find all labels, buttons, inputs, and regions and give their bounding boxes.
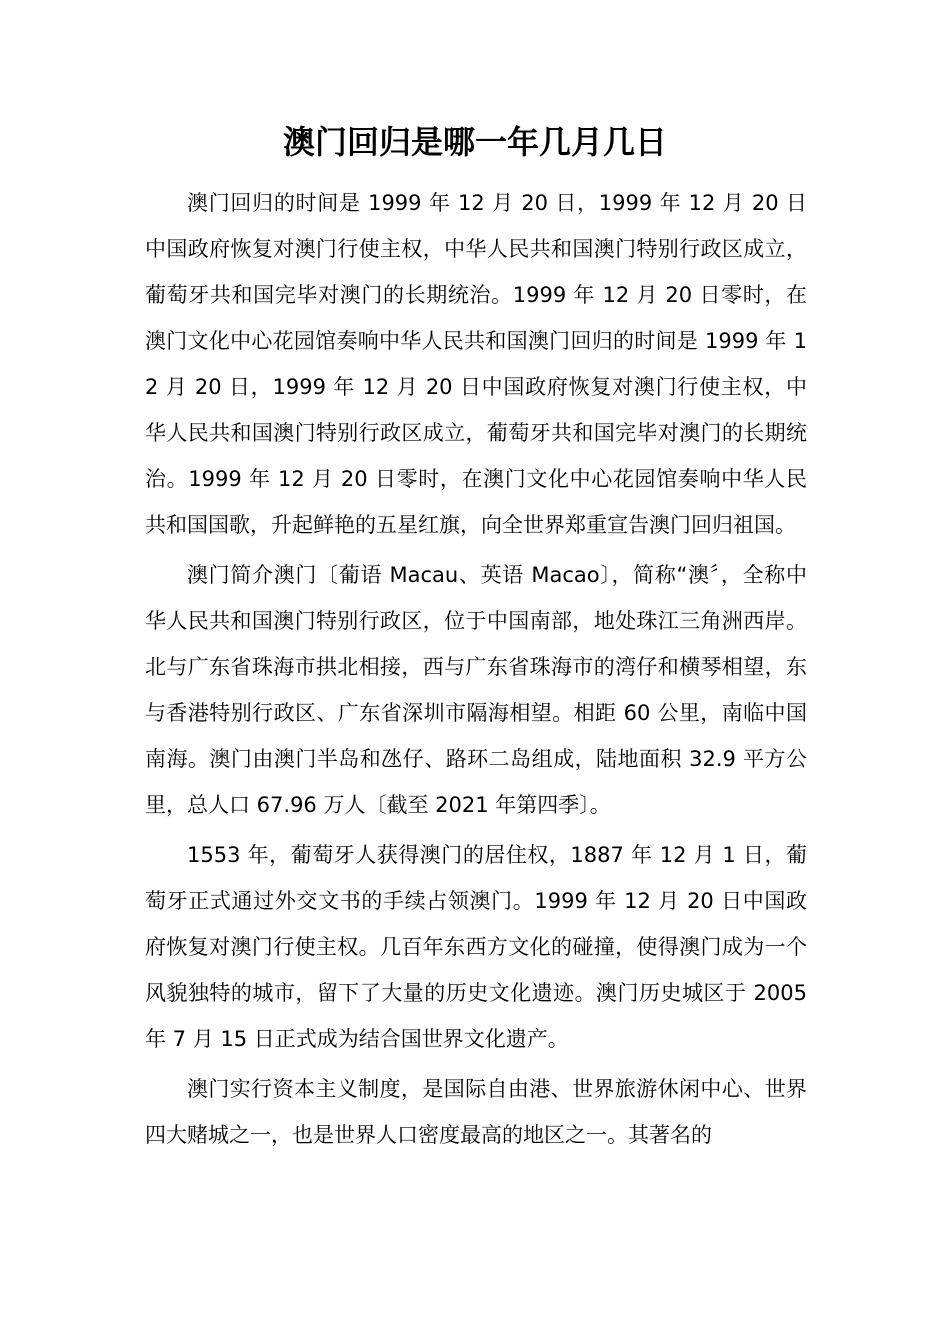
paragraph-economy: 澳门实行资本主义制度，是国际自由港、世界旅游休闲中心、世界四大赌城之一，也是世界人口密度最高的地区之一。其著名的 bbox=[145, 1077, 807, 1147]
paragraph-macau-intro: 澳门简介澳门〔葡语 Macau、英语 Macao〕，简称“澳〞，全称中华人民共和国澳门特别行政区，位于中国南部，地处珠江三角洲西岸。北与广东省珠海市拱北相接，西与广东省珠海市的湾仔和横琴相望，东与香港特别行政区、广东省深圳市隔海相望。相距 60 公里，南临中国南海。澳门由澳门半岛和氹仔、路环二岛组成，陆地面积 32.9 平方公里，总人口 67.96 万人〔截至 2021 年第四季〕。 bbox=[145, 563, 807, 817]
document-title: 澳门回归是哪一年几月几日 bbox=[282, 123, 667, 161]
document-body bbox=[145, 180, 807, 1162]
paragraph-return-date: 澳门回归的时间是 1999 年 12 月 20 日，1999 年 12 月 20 日中国政府恢复对澳门行使主权，中华人民共和国澳门特别行政区成立，葡萄牙共和国完毕对澳门的长期统治。1999 年 12 月 20 日零时，在澳门文化中心花园馆奏响中华人民共和国澳门回归的时间是 1999 年 12 月 20 日，1999 年 12 月 20 日中国政府恢复对澳门行使主权，中华人民共和国澳门特别行政区成立，葡萄牙共和国完毕对澳门的长期统治。1999 年 12 月 20 日零时，在澳门文化中心花园馆奏响中华人民共和国国歌，升起鲜艳的五星红旗，向全世界郑重宣告澳门回归祖国。 bbox=[145, 191, 807, 537]
paragraph-history: 1553 年，葡萄牙人获得澳门的居住权，1887 年 12 月 1 日，葡萄牙正式通过外交文书的手续占领澳门。1999 年 12 月 20 日中国政府恢复对澳门行使主权。几百年东西方文化的碰撞，使得澳门成为一个风貌独特的城市，留下了大量的历史文化遗迹。澳门历史城区于 2005 年 7 月 15 日正式成为结合国世界文化遗产。 bbox=[145, 843, 807, 1051]
